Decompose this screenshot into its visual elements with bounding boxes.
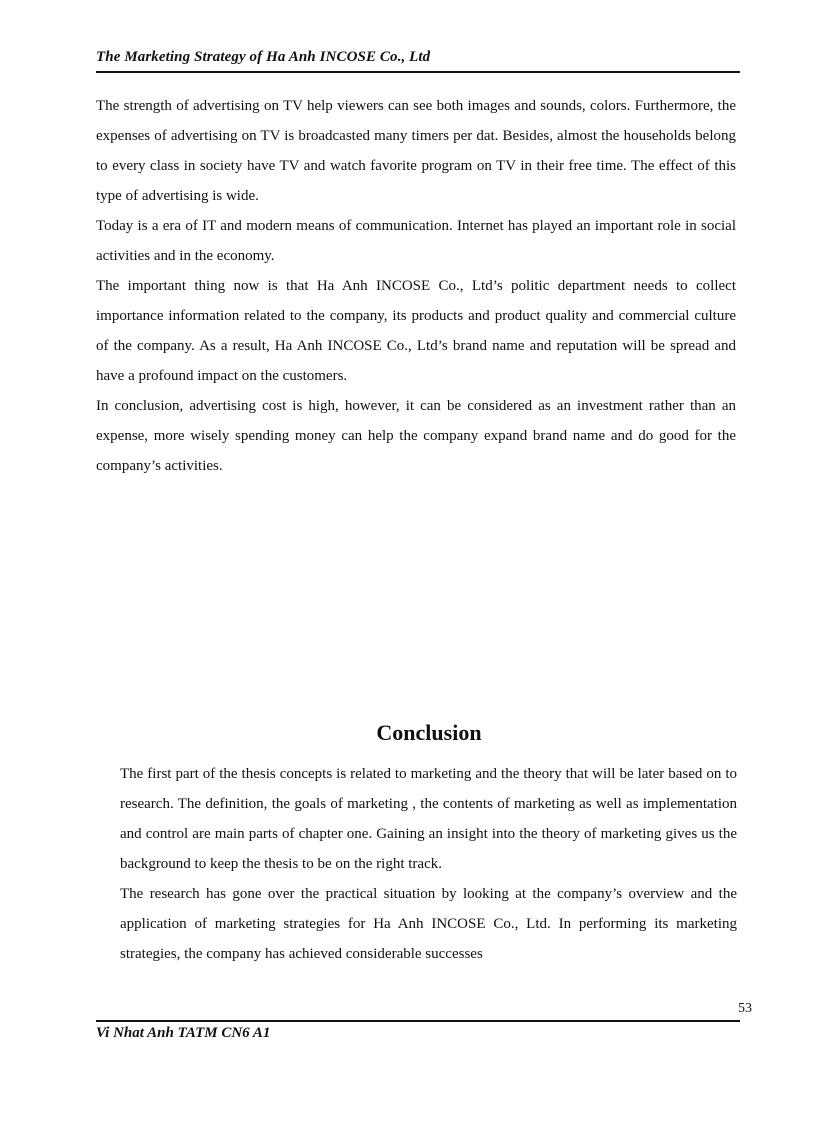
footer-divider [96,1020,740,1022]
body-paragraph-1: The strength of advertising on TV help viewers can see both images and sounds, colors. Furthermore, the expenses of advertising on TV is broadcasted many timers per dat. Besides, almost the households belong to every class in society have TV and watch favorite program on TV in their free time. The effect of this type of advertising is wide. [96,98,736,204]
header-title: The Marketing Strategy of Ha Anh INCOSE Co., Ltd [96,49,431,65]
page-header [96,49,740,73]
footer-author: Vi Nhat Anh TATM CN6 A1 [96,1025,271,1041]
body-paragraph-3: The important thing now is that Ha Anh INCOSE Co., Ltd’s politic department needs to collect importance information related to the company, its products and product quality and commercial culture of the company. As a result, Ha Anh INCOSE Co., Ltd’s brand name and reputation will be spread and have a profound impact on the customers. [96,278,736,384]
conclusion-heading: Conclusion [376,720,482,745]
body-section [96,91,736,481]
body-paragraph-4: In conclusion, advertising cost is high, however, it can be considered as an investment rather than an expense, more wisely spending money can help the company expand brand name and do good for the company’s activities. [96,398,736,474]
conclusion-paragraph-2: The research has gone over the practical situation by looking at the company’s overview and the application of marketing strategies for Ha Anh INCOSE Co., Ltd. In performing its marketing strategies, the company has achieved considerable successes [120,886,737,962]
conclusion-section [120,759,737,969]
page-number: 53 [738,1001,752,1016]
body-paragraph-2: Today is a era of IT and modern means of communication. Internet has played an important role in social activities and in the economy. [96,218,736,264]
conclusion-paragraph-1: The first part of the thesis concepts is related to marketing and the theory that will be later based on to research. The definition, the goals of marketing , the contents of marketing as well as implementation and control are main parts of chapter one. Gaining an insight into the theory of marketing gives us the background to keep the thesis to be on the right track. [120,766,737,872]
